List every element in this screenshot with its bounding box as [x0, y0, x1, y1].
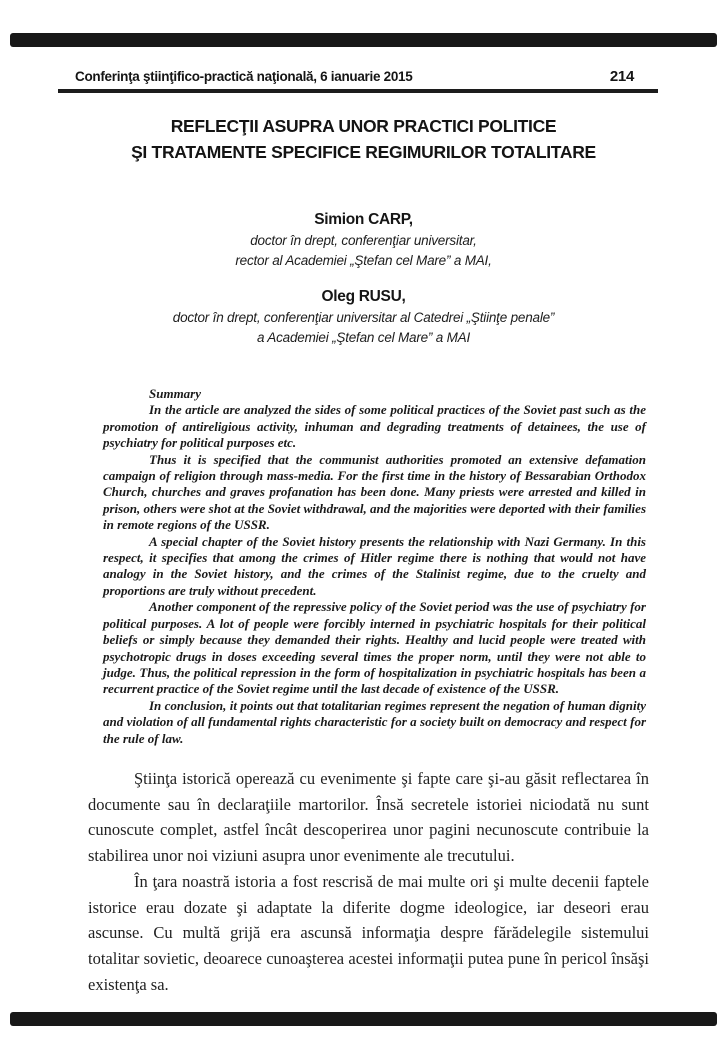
author-2-affiliation-line-2: a Academiei „Ştefan cel Mare” a MAI: [256, 330, 471, 345]
article-title: [0, 113, 727, 165]
summary-section: [103, 386, 646, 747]
summary-paragraph: Thus it is specified that the communist authorities promoted an extensive defamation campaign of religion through mass-media. For the first time in the history of Bessarabian Orthodox Church, churches and graves profanation has been done. Many priests were arrested and killed in prison, others were shot at the Soviet withdrawal, and the majorities were deported with their families in remote regions of the USSR.: [103, 451, 646, 533]
article-title-line-2: ŞI TRATAMENTE SPECIFICE REGIMURILOR TOTALITARE: [131, 142, 596, 162]
conference-title: Conferinţa ştiinţifico-practică naţională, 6 ianuarie 2015: [75, 69, 413, 84]
article-body: [88, 766, 649, 997]
header-double-rule: [58, 89, 658, 93]
page-number: 214: [609, 68, 634, 85]
author-1-affiliation-line-2: rector al Academiei „Ştefan cel Mare” a MAI,: [235, 253, 492, 268]
scan-artifact-bar-bottom: [10, 1012, 717, 1026]
author-1: [0, 209, 727, 271]
author-2: [0, 286, 727, 348]
author-2-name: Oleg RUSU,: [321, 288, 406, 305]
author-2-affiliation-line-1: doctor în drept, conferenţiar universitar al Catedrei „Ştiinţe penale”: [172, 310, 555, 325]
summary-paragraph: In conclusion, it points out that totalitarian regimes represent the negation of human dignity and violation of all fundamental rights characteristic for a society built on democracy and respect for the rule of law.: [103, 697, 646, 746]
summary-label: Summary: [149, 386, 202, 401]
author-1-affiliation-line-1: doctor în drept, conferenţiar universitar,: [250, 233, 477, 248]
author-1-name: Simion CARP,: [314, 211, 413, 228]
body-paragraph: În ţara noastră istoria a fost rescrisă de mai multe ori şi multe decenii faptele istorice erau dozate şi adaptate la diferite dogme ideologice, iar deseori erau ascunse. Cu multă grijă era ascunsă informaţia despre fărădelegile sistemului totalitar sovietic, deoarece cunoaşterea acestei informaţii putea pune în pericol însăşi existenţa sa.: [88, 871, 649, 994]
summary-paragraph: A special chapter of the Soviet history presents the relationship with Nazi Germany. In this respect, it specifies that among the crimes of Hitler regime there is nothing that would not have analogy in the Soviet history, and the crimes of the Stalinist regime, due to the cruelty and proportions are truly without precedent.: [103, 533, 646, 598]
summary-paragraph: Another component of the repressive policy of the Soviet period was the use of psychiatry for political purposes. A lot of people were forcibly interned in psychiatric hospitals for their political beliefs or simply because they demanded their rights. Healthy and lucid people were treated with psychotropic drugs in doses exceeding several times the proper norm, until they were not able to judge. Thus, the political repression in the form of hospitalization in psychiatric hospitals has been a recurrent practice of the Soviet regime until the last decade of existence of the USSR.: [103, 599, 646, 697]
article-title-line-1: REFLECŢII ASUPRA UNOR PRACTICI POLITICE: [170, 116, 557, 136]
running-header: [58, 68, 658, 93]
summary-paragraph: In the article are analyzed the sides of some political practices of the Soviet past such as the promotion of antireligious activity, inhuman and degrading treatments of detainees, the use of psychiatry for political purposes etc.: [103, 402, 646, 451]
authors-block: [0, 209, 727, 348]
scan-artifact-bar-top: [10, 33, 717, 47]
body-paragraph: Ştiinţa istorică operează cu evenimente şi fapte care şi-au găsit reflectarea în documente sau în declaraţiile martorilor. Însă secretele istoriei niciodată nu sunt cunoscute complet, astfel încât descoperirea unor pagini necunoscute contribuie la stabilirea unor noi viziuni asupra unor evenimente ale trecutului.: [88, 769, 649, 866]
